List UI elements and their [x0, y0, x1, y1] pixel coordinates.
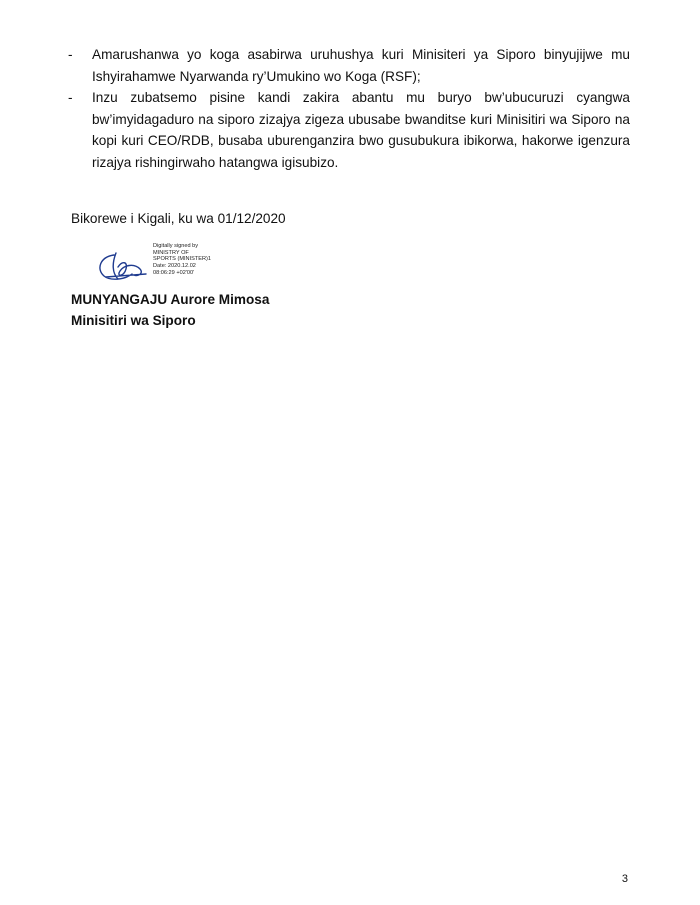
bullet-text: Amarushanwa yo koga asabirwa uruhushya kuri Minisiteri ya Siporo binyujijwe mu Ishyirahamwe Nyarwanda ry’Umukino wo Koga (RSF);: [92, 47, 630, 84]
signature-line: Digitally signed by: [153, 243, 199, 249]
signature-line: SPORTS (MINISTER)1: [153, 256, 212, 263]
signature-line: MINISTRY OF: [153, 249, 189, 256]
place-date: Bikorewe i Kigali, ku wa 01/12/2020: [71, 211, 286, 226]
bullet-marker: -: [68, 90, 73, 105]
bullet-marker: -: [68, 47, 73, 62]
handwritten-signature-icon: [94, 247, 152, 287]
signature-line: Date: 2020.12.02: [153, 263, 196, 270]
signature-line: 08:06:29 +02'00': [153, 269, 195, 276]
page-number: 3: [621, 873, 628, 885]
signer-name: MUNYANGAJU Aurore Mimosa: [71, 292, 270, 307]
list-item: [68, 87, 630, 173]
list-item: [68, 44, 630, 87]
digital-signature[interactable]: [94, 243, 214, 291]
signature-details: [153, 243, 211, 277]
signer-title: Minisitiri wa Siporo: [71, 312, 196, 328]
signer-block: [71, 290, 269, 331]
bullet-text: Inzu zubatsemo pisine kandi zakira abantu mu buryo bw’ubucuruzi cyangwa bw’imyidagaduro na siporo zizajya zigeza ubusabe bwanditse kuri Minisitiri wa Siporo na kopi kuri CEO/RDB, busaba uburenganzira bwo gusubukura ibikorwa, hakorwe igenzura rizajya rishingirwaho hatangwa igisubizo.: [92, 90, 630, 170]
bullet-list: [68, 44, 630, 173]
